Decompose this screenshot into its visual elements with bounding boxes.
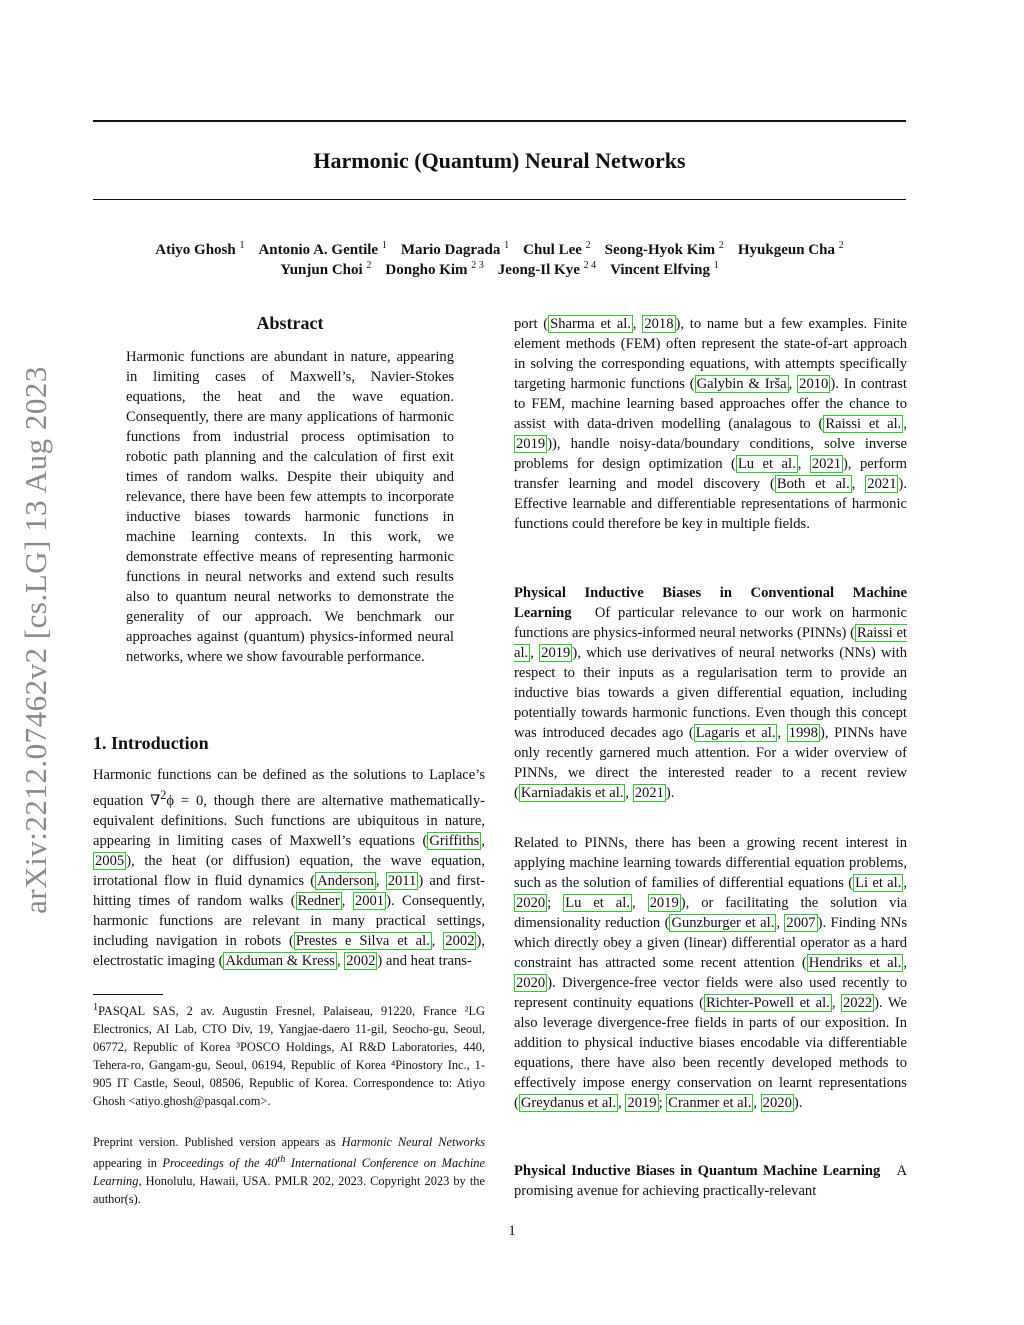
citation-link[interactable]: Karniadakis et al. <box>520 785 624 801</box>
introduction-paragraph: Harmonic functions can be defined as the solutions to Laplace’s equation ∇$^2$ϕ = 0, though there are alternative mathematically-equivalent definitions. Such functions are ubiquitous in nature, appearing in limiting cases of Maxwell’s equations ( Griffiths , 2005 ), the heat (or diffusion) equation, the wave equation, irrotational flow in fluid dynamics ( Anderson , 2011 ) and first-hitting times of random walks ( Redner , 2001 ). Consequently, harmonic functions are relevant in many practical settings, including navigation in robots ( Prestes e Silva et al. , 2002 ), electrostatic imaging ( Akduman & Kress , 2002 ) and heat trans- <box>93 767 485 969</box>
column2-paragraph-1: port ( Sharma et al. , 2018 ), to name but a few examples. Finite element methods (FEM) often represent the state-of-art approach in solving the corresponding equations, with attempts specifically targeting harmonic functions ( Galybin & Irša , 2010 ). In contrast to FEM, machine learning based approaches offer the chance to assist with data-driven modelling (analagous to ( Raissi et al. , 2019 )), handle noisy-data/boundary conditions, solve inverse problems for design optimization ( Lu et al. , 2021 ), perform transfer learning and model discovery ( Both et al. , 2021 ). Effective learnable and differentiable representations of harmonic functions could therefore be key in multiple fields. <box>514 316 908 532</box>
column2-paragraph-4: Physical Inductive Biases in Quantum Machine Learning A promising avenue for achieving practically-relevant <box>514 1163 907 1199</box>
affiliation-marker: 2 <box>366 260 372 271</box>
paragraph-heading: Physical Inductive Biases in Quantum Machine Learning <box>514 1163 881 1179</box>
citation-link[interactable]: 2019 <box>541 645 571 661</box>
citation-link[interactable]: 2021 <box>867 476 897 492</box>
citation-link[interactable]: 2019 <box>649 895 679 911</box>
citation-link[interactable]: 2011 <box>387 872 417 889</box>
arxiv-identifier: arXiv:2212.07462v2 [cs.LG] 13 Aug 2023 <box>18 366 53 914</box>
citation-link[interactable]: 2021 <box>634 785 664 801</box>
citation-link[interactable]: Richter-Powell et al. <box>706 995 830 1011</box>
citation-link[interactable]: 2018 <box>644 316 674 332</box>
citation-link[interactable]: 2020 <box>762 1095 792 1111</box>
author-name: Antonio A. Gentile $^1$ <box>258 240 387 258</box>
footnote-rule <box>93 994 163 995</box>
citation-link[interactable]: 2020 <box>516 895 546 911</box>
citation-link[interactable]: 2001 <box>354 892 385 909</box>
citation-link[interactable]: Redner <box>297 892 340 909</box>
citation-link[interactable]: 2002 <box>346 952 376 969</box>
citation-link[interactable]: 2019 <box>627 1095 657 1111</box>
column2-paragraph-2: Physical Inductive Biases in Conventional Machine Learning Of particular relevance to our work on harmonic functions are physics-informed neural networks (PINNs) ( Raissi et al. , 2019 ), which use derivatives of neural networks (NNs) with respect to their inputs as a regularisation term to provide an inductive bias towards a given differential equation, including potentially towards harmonic functions. Even though this concept was introduced decades ago ( Lagaris et al. , 1998 ), PINNs have only recently garnered much attention. For a wider overview of PINNs, we direct the interested reader to a recent review ( Karniadakis et al. , 2021 ). <box>514 585 908 801</box>
affiliation-marker: 1 <box>504 240 510 251</box>
citation-link[interactable]: 1998 <box>788 725 818 741</box>
paragraph-heading: Physical Inductive Biases in Conventional Machine Learning <box>514 585 907 621</box>
citation-link[interactable]: Hendriks et al. <box>808 955 902 971</box>
citation-link[interactable]: Both et al. <box>776 476 850 492</box>
citation-link[interactable]: Lu et al. <box>565 895 630 911</box>
author-name: Hyukgeun Cha $^2$ <box>737 240 844 258</box>
citation-link[interactable]: Griffiths <box>429 832 480 849</box>
citation-link[interactable]: Lu et al. <box>737 456 796 472</box>
citation-link[interactable]: 2007 <box>786 915 816 931</box>
author-name: Seong-Hyok Kim $^2$ <box>604 240 724 258</box>
citation-link[interactable]: 2010 <box>799 376 829 392</box>
author-name: Jeong-Il Kye $^{2 4}$ <box>497 260 597 278</box>
author-name: Yunjun Choi $^2$ <box>280 260 372 278</box>
citation-link[interactable]: 2022 <box>842 995 873 1011</box>
footnote-affiliations: $^1$PASQAL SAS, 2 av. Augustin Fresnel, Palaiseau, 91220, France ²LG Electronics, AI Lab, CTO Div, 19, Yangjae-daero 11-gil, Seocho-gu, Seoul, 06772, Republic of Korea ³POSCO Holdings, AI R&D Laboratories, 440, Tehera-ro, Gangam-gu, Seoul, 06194, Republic of Korea ⁴Pinostory Inc., 1-905 IT Castle, Seoul, 08506, Republic of Korea. Correspondence to: Atiyo Ghosh <atiyo.ghosh@pasqal.com>. <box>93 1002 485 1109</box>
introduction-heading: 1. Introduction <box>93 733 209 753</box>
author-list-line-2 <box>93 256 906 280</box>
citation-link[interactable]: Li et al. <box>855 875 902 891</box>
citation-link[interactable]: Greydanus et al. <box>520 1095 617 1111</box>
column2-paragraph-3: Related to PINNs, there has been a growing recent interest in applying machine learning towards differential equation problems, such as the solution of families of differential equations ( Li et al. , 2020 ; Lu et al. , 2019 ), or facilitating the solution via dimensionality reduction ( Gunzburger et al. , 2007 ). Finding NNs which directly obey a given (linear) differential operator as a hard constraint has attracted some recent attention ( Hendriks et al. , 2020 ). Divergence-free vector fields were also used recently to represent continuity equations ( Richter-Powell et al. , 2022 ). We also leverage divergence-free fields in parts of our exposition. In addition to physical inductive biases encodable via differentiable equations, there have also been recently developed methods to effectively impose energy conservation on learnt representations ( Greydanus et al. , 2019 ; Cranmer et al. , 2020 ). <box>514 835 908 1111</box>
affiliation-marker: 1 <box>381 240 387 251</box>
paper-title: Harmonic (Quantum) Neural Networks <box>313 148 686 173</box>
citation-link[interactable]: Raissi et al. <box>514 625 907 661</box>
page-number: 1 <box>508 1223 516 1239</box>
citation-link[interactable]: 2021 <box>811 456 842 472</box>
citation-link[interactable]: Lagaris et al. <box>695 725 776 741</box>
affiliation-marker: 1 <box>239 240 245 251</box>
author-name: Atiyo Ghosh $^1$ <box>155 240 245 258</box>
author-name: Mario Dagrada $^1$ <box>400 240 510 258</box>
affiliation-marker: 2 <box>718 240 724 251</box>
affiliation-marker: 2 4 <box>583 260 597 271</box>
citation-link[interactable]: Sharma et al. <box>550 316 631 332</box>
citation-link[interactable]: 2019 <box>516 436 546 452</box>
citation-link[interactable]: 2005 <box>95 852 125 869</box>
citation-link[interactable]: Anderson <box>317 872 374 889</box>
citation-link[interactable]: Raissi et al. <box>825 416 902 432</box>
citation-link[interactable]: 2020 <box>516 975 546 991</box>
citation-link[interactable]: Akduman & Kress <box>225 952 335 969</box>
author-name: Dongho Kim $^{2 3}$ <box>385 260 484 278</box>
abstract-heading: Abstract <box>256 313 324 333</box>
author-name: Chul Lee $^2$ <box>523 240 591 258</box>
footnote-preprint: Preprint version. Published version appears as Harmonic Neural Networks appearing in Proceedings of the 40th International Conference on Machine Learning, Honolulu, Hawaii, USA. PMLR 202, 2023. Copyright 2023 by the author(s). <box>93 1135 486 1207</box>
citation-link[interactable]: Gunzburger et al. <box>671 915 775 931</box>
abstract-text: Harmonic functions are abundant in nature, appearing in limiting cases of Maxwell’s, Navier-Stokes equations, the heat and the wave equation. Consequently, there are many applications of harmonic functions from industrial process optimisation to robotic path planning and the calculation of first exit times of random walks. Despite their ubiquity and relevance, there have been few attempts to incorporate inductive biases towards harmonic functions in machine learning contexts. In this work, we demonstrate effective means of representing harmonic functions in neural networks and extend such results also to quantum neural networks to demonstrate the generality of our approach. We benchmark our approaches against (quantum) physics-informed neural networks, where we show favourable performance. <box>126 349 454 665</box>
affiliation-marker: 2 <box>838 240 844 251</box>
author-name: Vincent Elfving $^1$ <box>610 260 719 278</box>
citation-link[interactable]: Galybin & Irša <box>696 376 787 392</box>
citation-link[interactable]: 2002 <box>445 932 475 949</box>
affiliation-marker: 1 <box>713 260 719 271</box>
title-rule-bottom <box>93 199 906 200</box>
affiliation-marker: 2 <box>585 240 591 251</box>
affiliation-marker: 2 3 <box>471 260 484 271</box>
citation-link[interactable]: Cranmer et al. <box>668 1095 752 1111</box>
title-rule-top <box>93 120 906 122</box>
citation-link[interactable]: Prestes e Silva et al. <box>295 932 430 949</box>
